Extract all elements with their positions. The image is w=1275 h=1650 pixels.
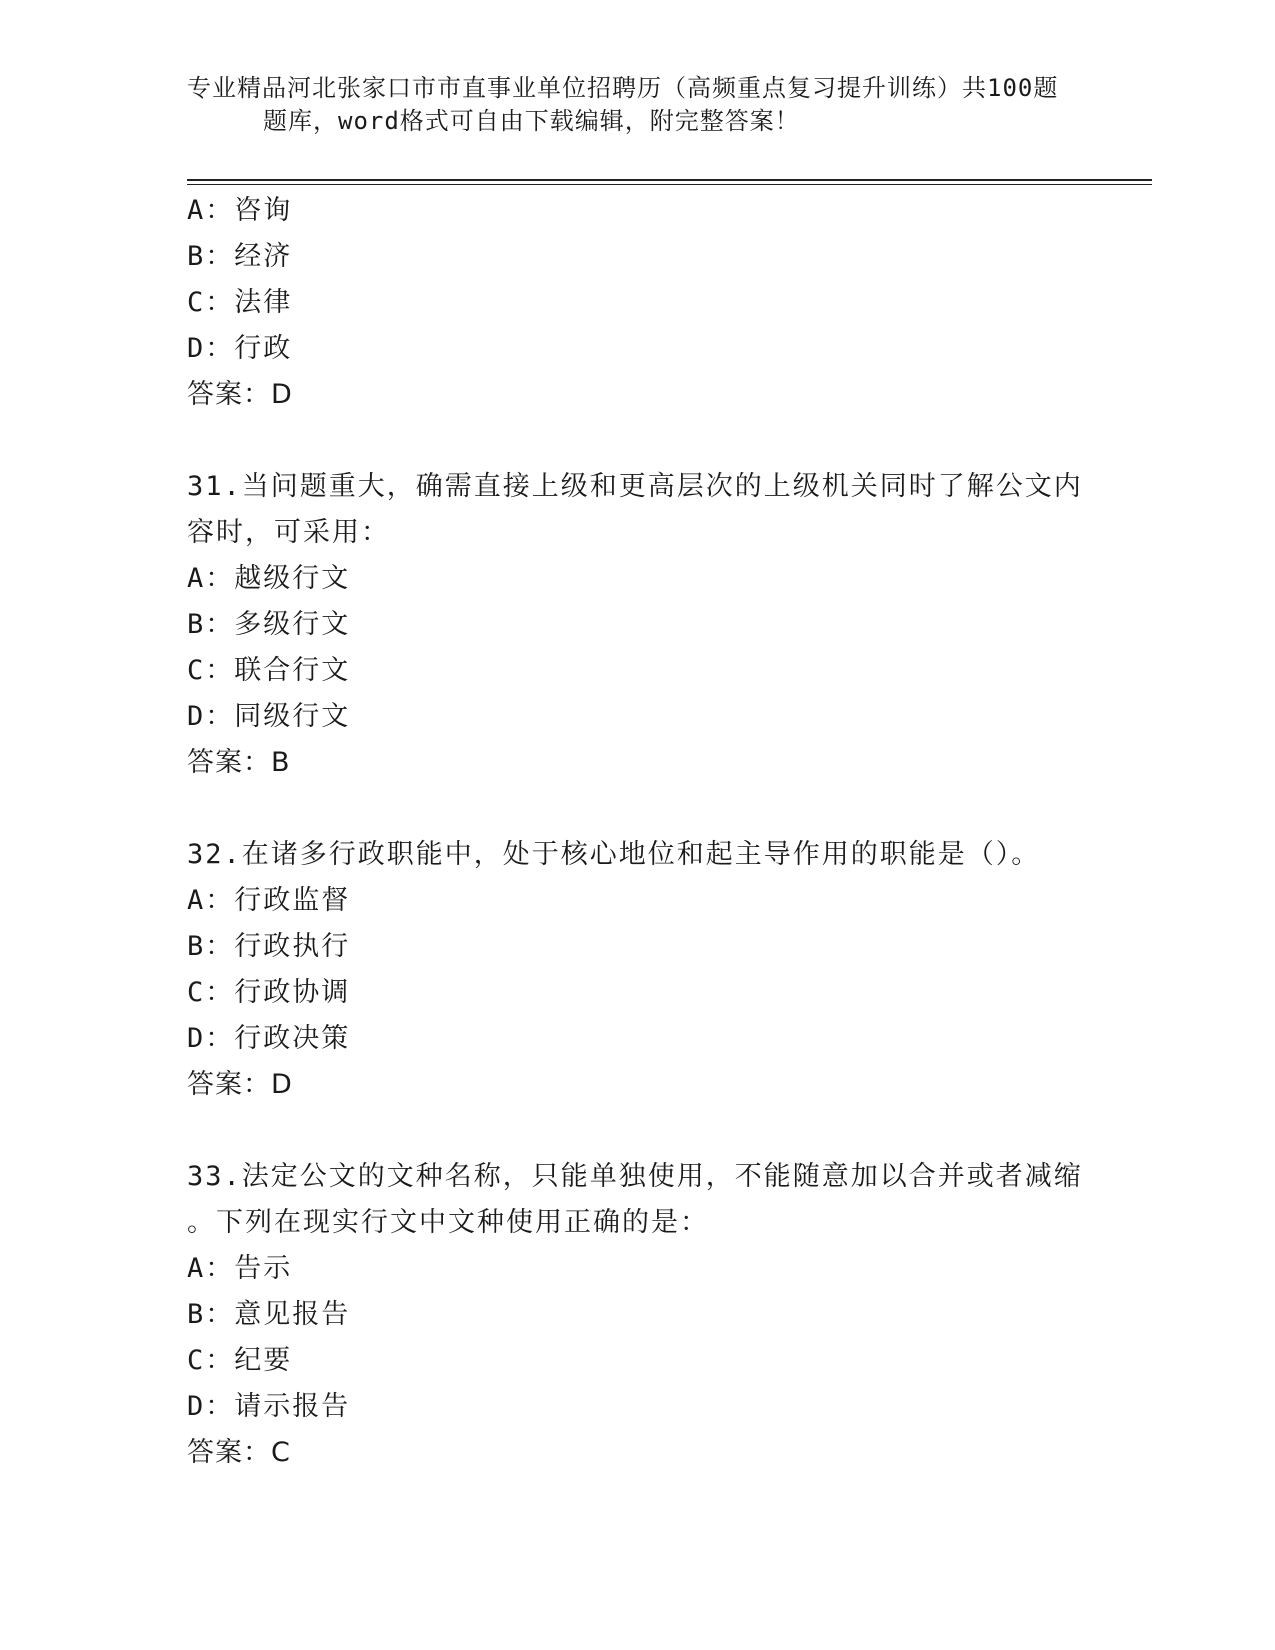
option-c: C：行政协调 [187, 977, 351, 1008]
answer: 答案：B [187, 747, 291, 778]
question-text-line1: 31.当问题重大，确需直接上级和更高层次的上级机关同时了解公文内 [187, 471, 1083, 502]
header-title-line1: 专业精品河北张家口市市直事业单位招聘历（高频重点复习提升训练）共100题 [187, 74, 1059, 102]
question-32 [187, 832, 1087, 1108]
option-b: B：经济 [187, 241, 293, 272]
option-d: D：行政 [187, 333, 293, 364]
header-title-line2: 题库，word格式可自由下载编辑，附完整答案！ [263, 107, 800, 135]
header-rule-thin [187, 184, 1152, 185]
question-31 [187, 464, 1087, 786]
option-d: D：同级行文 [187, 701, 351, 732]
option-b: B：多级行文 [187, 609, 351, 640]
option-c: C：法律 [187, 287, 293, 318]
answer: 答案：C [187, 1437, 291, 1468]
question-text-line2: 。下列在现实行文中文种使用正确的是： [187, 1207, 709, 1238]
option-a: A：行政监督 [187, 885, 351, 916]
question-33 [187, 1154, 1087, 1476]
option-c: C：联合行文 [187, 655, 351, 686]
answer: 答案：D [187, 1069, 293, 1100]
option-c: C：纪要 [187, 1345, 293, 1376]
answer: 答案：D [187, 379, 293, 410]
option-a: A：咨询 [187, 195, 293, 226]
question-content [187, 188, 1087, 1476]
option-b: B：行政执行 [187, 931, 351, 962]
header-rule-thick [187, 179, 1152, 181]
option-a: A：告示 [187, 1253, 293, 1284]
option-b: B：意见报告 [187, 1299, 351, 1330]
question-text-line1: 32.在诸多行政职能中，处于核心地位和起主导作用的职能是（）。 [187, 839, 1041, 870]
question-text-line1: 33.法定公文的文种名称，只能单独使用，不能随意加以合并或者减缩 [187, 1161, 1083, 1192]
option-d: D：请示报告 [187, 1391, 351, 1422]
option-a: A：越级行文 [187, 563, 351, 594]
question-text-line2: 容时，可采用： [187, 517, 390, 548]
option-d: D：行政决策 [187, 1023, 351, 1054]
question-30 [187, 188, 1087, 418]
document-header [187, 72, 1067, 138]
